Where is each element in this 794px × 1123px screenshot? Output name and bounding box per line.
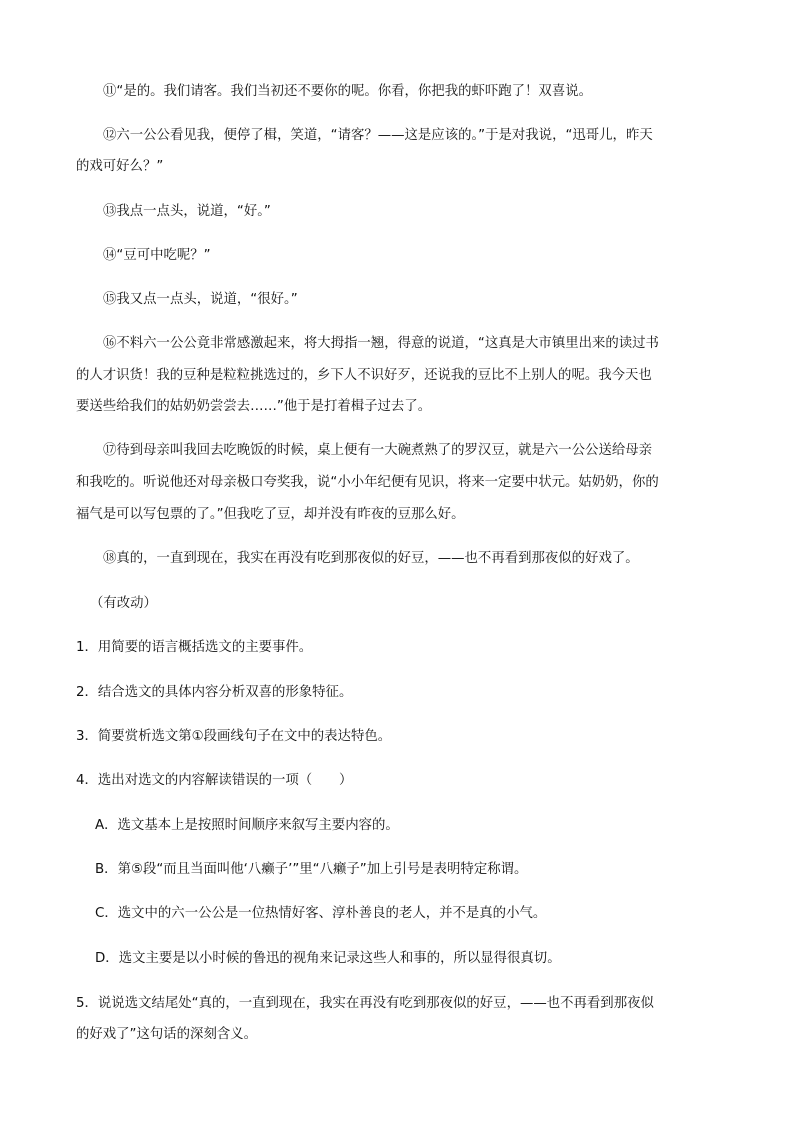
question-5-line-2: 的好戏了”这句话的深刻含义。 [76, 1027, 258, 1042]
question-4-option-c: C．选文中的六一公公是一位热情好客、淳朴善良的老人，并不是真的小气。 [95, 906, 547, 921]
paragraph-13-line-1: ⑬我点一点头，说道，“好。” [103, 204, 271, 219]
paragraph-15-line-1: ⑮我又点一点头，说道，“很好。” [103, 292, 298, 307]
paragraph-14-line-1: ⑭“豆可中吃呢？” [103, 248, 211, 263]
question-4-option-d: D．选文主要是以小时候的鲁迅的视角来记录这些人和事的，所以显得很真切。 [95, 951, 561, 966]
paragraph-16-line-3: 要送些给我们的姑奶奶尝尝去……”他于是打着楫子过去了。 [76, 399, 432, 414]
paragraph-17-line-2: 和我吃的。听说他还对母亲极口夸奖我，说“小小年纪便有见识，将来一定要中状元。姑奶奶，你的 [76, 475, 659, 490]
question-4: 4．选出对选文的内容解读错误的一项（ ） [76, 773, 353, 788]
question-4-option-b: B．第⑤段“而且当面叫他‘八癞子’”里“八癞子”加上引号是表明特定称谓。 [95, 862, 528, 877]
paragraph-18-line-1: ⑱真的，一直到现在，我实在再没有吃到那夜似的好豆，——也不再看到那夜似的好戏了。 [103, 551, 639, 566]
adaptation-note: （有改动） [90, 596, 157, 611]
paragraph-17-line-3: 福气是可以写包票的了。”但我吃了豆，却并没有昨夜的豆那么好。 [76, 507, 465, 522]
question-2: 2．结合选文的具体内容分析双喜的形象特征。 [76, 685, 353, 700]
paragraph-11-line-1: ⑪“是的。我们请客。我们当初还不要你的呢。你看，你把我的虾吓跑了！双喜说。 [103, 84, 592, 99]
question-5-line-1: 5．说说选文结尾处“真的，一直到现在，我实在再没有吃到那夜似的好豆，——也不再看到那夜似 [76, 996, 654, 1011]
paragraph-16-line-1: ⑯不料六一公公竟非常感激起来，将大拇指一翘，得意的说道，“这真是大市镇里出来的读过书 [103, 336, 659, 351]
paragraph-12-line-1: ⑫六一公公看见我，便停了楫，笑道，“请客？——这是应该的。”于是对我说，“迅哥儿，昨天 [103, 128, 653, 143]
paragraph-12-line-2: 的戏可好么？” [76, 159, 164, 174]
paragraph-16-line-2: 的人才识货！我的豆种是粒粒挑选过的，乡下人不识好歹，还说我的豆比不上别人的呢。我今天也 [76, 368, 652, 383]
paragraph-17-line-1: ⑰待到母亲叫我回去吃晚饭的时候，桌上便有一大碗煮熟了的罗汉豆，就是六一公公送给母亲 [103, 443, 653, 458]
question-4-option-a: A．选文基本上是按照时间顺序来叙写主要内容的。 [95, 818, 399, 833]
question-1: 1．用简要的语言概括选文的主要事件。 [76, 640, 313, 655]
question-3: 3．简要赏析选文第①段画线句子在文中的表达特色。 [76, 729, 392, 744]
